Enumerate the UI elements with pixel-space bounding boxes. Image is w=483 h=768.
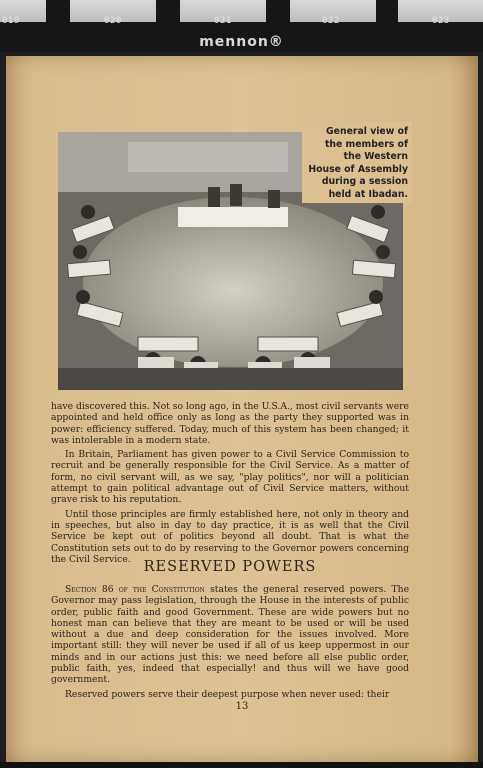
- paragraph-last: Reserved powers serve their deepest purpose when never used: their: [65, 688, 390, 700]
- scanner-bottom-edge: [0, 762, 483, 768]
- section-lead: Section 86 of the Constitution: [65, 584, 205, 595]
- section-heading: RESERVED POWERS: [143, 559, 317, 575]
- scanner-film-strip: [0, 0, 483, 52]
- book-page: [6, 56, 478, 762]
- paragraph-3: Until those principles are firmly established here, not only in theory and in speeches, but also in day to day practice, it is as well that the Civil Service be kept out of politics beyond all doubt. That is what the Constitution sets out to do by reserving to the Governor powers concerning the Civil Service.: [51, 508, 409, 565]
- photo-caption: General view of the members of the Western House of Assembly during a session held at Ibadan.: [302, 122, 412, 203]
- page-number: 13: [235, 701, 249, 712]
- frame-number: 019: [2, 16, 20, 26]
- frame-number: 023: [432, 16, 450, 26]
- frame-number: 021: [214, 16, 232, 26]
- paragraph-reserved-powers: [51, 584, 409, 686]
- scanner-brand-logo: mennon®: [199, 34, 284, 50]
- frame-number: 022: [322, 16, 340, 26]
- paragraph-reserved-text: states the general reserved powers. The Governor may pass legislation, through the House in the interests of public order, public faith and good Government. These are wide powers but no honest man can believe that they are meant to be used or will be used without a due and deep consideration for the issues involved. More important still: they will never be used if all of us keep uppermost in our minds and in our actions just this: we need before all else public order, public faith, yes, indeed that especially! and thus will we have good government.: [51, 584, 410, 686]
- paragraph-1: have discovered this. Not so long ago, in the U.S.A., most civil servants were appointed and held office only as long as the party they supported was in power: efficiency suffered. Today, much of this system has been changed; it was intolerable in a modern state.: [51, 401, 409, 446]
- body-text-bottom: [51, 584, 409, 703]
- frame-number: 020: [104, 16, 122, 26]
- paragraph-2: In Britain, Parliament has given power to a Civil Service Commission to recruit and be generally responsible for the Civil Service. As a matter of form, no civil servant will, as we say, "play politics", nor will a politician attempt to gain political advantage out of Civil Service matters, without grave risk to his reputation.: [51, 449, 409, 506]
- body-text-top: [51, 401, 409, 568]
